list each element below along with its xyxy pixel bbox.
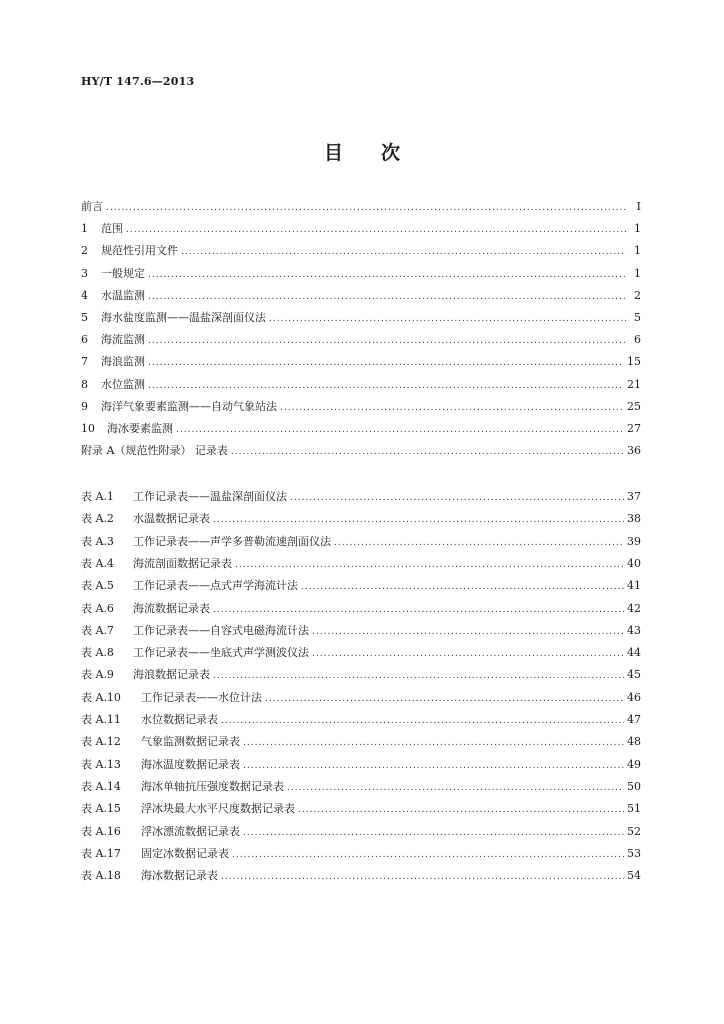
toc-entry-label: 海浪监测 [101,355,145,369]
toc-entry[interactable] [81,845,641,861]
toc-entry-page: I [636,200,641,213]
toc-entry-label: 工作记录表——点式声学海流计法 [133,579,298,593]
toc-leader-dots [301,581,624,593]
toc-entry-number: 表 A.14 [81,779,121,793]
toc-entry-page: 6 [634,333,641,347]
toc-entry-number: 8 [81,377,88,391]
toc-entry-page: 27 [627,422,641,435]
toc-leader-dots [181,246,626,258]
toc-leader-dots [232,849,624,861]
toc-entry[interactable] [81,398,641,414]
toc-entry-number: 5 [81,311,88,324]
toc-entry-page: 1 [634,266,641,280]
toc-entry-page: 39 [627,534,641,548]
toc-entry-number: 6 [81,333,88,347]
toc-entry-number: 3 [81,266,88,280]
toc-entry-label: 海浪数据记录表 [133,668,210,682]
toc-entry-label: 水温监测 [101,288,145,302]
toc-entry-number: 10 [81,422,95,435]
toc-entry[interactable] [81,867,641,883]
toc-entry-page: 52 [627,824,641,838]
toc-entry[interactable] [81,442,641,458]
toc-entry[interactable] [81,220,641,236]
toc-leader-dots [290,492,624,504]
toc-entry-number: 1 [81,222,88,236]
toc-entry-number: 表 A.17 [81,846,121,860]
toc-entry[interactable] [81,711,641,727]
toc-entry-label: 海流数据记录表 [133,601,210,615]
toc-entry-label: 工作记录表——水位计法 [141,690,262,704]
toc-leader-dots [265,693,624,705]
toc-entry-label: 工作记录表——坐底式声学测波仪法 [133,646,309,660]
toc-entry[interactable] [81,644,641,660]
toc-leader-dots [312,648,624,660]
toc-entry-page: 5 [634,311,641,324]
toc-entry[interactable] [81,666,641,682]
toc-entry-page: 2 [634,288,641,302]
toc-entry-number: 表 A.18 [81,869,121,883]
toc-entry-page: 51 [627,802,641,816]
toc-entry[interactable] [81,353,641,369]
toc-entry[interactable] [81,600,641,616]
toc-entry-label: 海洋气象要素监测——自动气象站法 [101,399,277,413]
toc-entry[interactable] [81,198,641,214]
toc-entry[interactable] [81,533,641,549]
toc-leader-dots [280,402,624,414]
toc-entry-page: 45 [627,668,641,682]
toc-entry-number: 表 A.4 [81,556,114,570]
toc-entry-number: 表 A.13 [81,757,121,771]
toc-entry-page: 47 [627,713,641,726]
toc-entry-number: 表 A.8 [81,646,114,660]
toc-leader-dots [221,871,624,883]
toc-entry-number: 表 A.16 [81,824,121,838]
toc-leader-dots [235,559,624,571]
toc-entry[interactable] [81,800,641,816]
toc-entry-label: 水温数据记录表 [133,512,210,526]
toc-leader-dots [213,514,624,526]
toc-entry-label: 一般规定 [101,266,145,280]
toc-entry-label: 海流剖面数据记录表 [133,556,232,570]
toc-entry-page: 21 [627,377,641,391]
toc-entry-page: 37 [627,490,641,503]
toc-entry[interactable] [81,778,641,794]
toc-entry-page: 1 [634,244,641,258]
toc-entry-page: 54 [627,869,641,883]
toc-entry-label: 浮冰漂流数据记录表 [141,824,240,838]
toc-entry-label: 固定冰数据记录表 [141,846,229,860]
toc-leader-dots [231,446,624,458]
toc-entry-number: 表 A.7 [81,623,114,637]
toc-entry-label: 海冰温度数据记录表 [141,757,240,771]
toc-entry-number: 表 A.2 [81,512,114,526]
toc-entry-page: 1 [634,222,641,236]
toc-entry-label: 海冰单轴抗压强度数据记录表 [141,779,284,793]
toc-entry-label: 海水盐度监测——温盐深剖面仪法 [101,311,266,324]
toc-entry-number: 表 A.15 [81,802,121,816]
toc-leader-dots [243,827,624,839]
toc-leader-dots [148,269,626,281]
toc-entry[interactable] [81,622,641,638]
page-title: 目次 [323,142,438,164]
toc-entry-page: 48 [627,735,641,749]
toc-entry-page: 42 [627,601,641,615]
toc-leader-dots [213,604,624,616]
toc-entry-page: 15 [627,355,641,369]
toc-leader-dots [213,670,624,682]
toc-entry-page: 44 [627,646,641,660]
toc-entry-label: 前言 [81,200,103,213]
toc-leader-dots [334,537,624,549]
toc-leader-dots [269,313,626,325]
toc-entry-label: 气象监测数据记录表 [141,735,240,749]
toc-entry-label: 海冰要素监测 [107,422,173,435]
toc-entry-page: 43 [627,623,641,637]
toc-entry-number: 表 A.6 [81,601,114,615]
toc-entry-label: 浮冰块最大水平尺度数据记录表 [141,802,295,816]
toc-entry-page: 25 [627,399,641,413]
toc-entry[interactable] [81,577,641,593]
toc-entry-number: 表 A.1 [81,490,114,503]
toc-entry-number: 2 [81,244,88,258]
toc-entry-number: 表 A.10 [81,690,121,704]
toc-leader-dots [176,424,624,436]
toc-leader-dots [148,380,624,392]
toc-entry-number: 表 A.3 [81,534,114,548]
toc-entry[interactable] [81,331,641,347]
document-code: HY/T 147.6—2013 [81,75,195,88]
toc-leader-dots [221,715,624,727]
toc-entry-page: 38 [627,512,641,526]
toc-entry-number: 表 A.9 [81,668,114,682]
toc-entry-number: 9 [81,399,88,413]
toc-leader-dots [148,291,626,303]
toc-entry-number: 表 A.12 [81,735,121,749]
toc-entry[interactable] [81,689,641,705]
toc-entry-label: 水位数据记录表 [141,713,218,726]
toc-entry-page: 36 [627,444,641,458]
toc-leader-dots [148,357,624,369]
toc-entry-label: 海冰数据记录表 [141,869,218,883]
toc-entry[interactable] [81,823,641,839]
toc-leader-dots [298,804,624,816]
toc-entry-page: 40 [627,556,641,570]
toc-leader-dots [312,626,624,638]
toc-entry[interactable] [81,488,641,504]
toc-entry-page: 49 [627,757,641,771]
toc-leader-dots [287,782,624,794]
toc-entry-label: 水位监测 [101,377,145,391]
toc-entry-label: 工作记录表——声学多普勒流速剖面仪法 [133,534,331,548]
toc-entry[interactable] [81,309,641,325]
toc-entry-page: 46 [627,690,641,704]
toc-leader-dots [243,737,624,749]
toc-entry-number: 7 [81,355,88,369]
toc-entry-page: 41 [627,579,641,593]
toc-entry[interactable] [81,555,641,571]
toc-entry-label: 工作记录表——温盐深剖面仪法 [133,490,287,503]
toc-entry[interactable] [81,510,641,526]
toc-entry[interactable] [81,756,641,772]
toc-entry-page: 50 [627,779,641,793]
toc-entry[interactable] [81,733,641,749]
toc-entry[interactable] [81,265,641,281]
toc-leader-dots [243,760,624,772]
toc-entry[interactable] [81,287,641,303]
toc-leader-dots [126,224,626,236]
toc-leader-dots [106,202,626,214]
toc-entry-label: 附录 A（规范性附录） 记录表 [81,444,228,458]
toc-entry-label: 海流监测 [101,333,145,347]
toc-entry[interactable] [81,242,641,258]
toc-entry[interactable] [81,420,641,436]
toc-entry-page: 53 [627,846,641,860]
toc-entry-number: 4 [81,288,88,302]
toc-leader-dots [148,335,626,347]
toc-entry-label: 工作记录表——自容式电磁海流计法 [133,623,309,637]
toc-entry-number: 表 A.11 [81,713,121,726]
toc-entry-number: 表 A.5 [81,579,114,593]
toc-entry-label: 范围 [101,222,123,236]
toc-entry[interactable] [81,376,641,392]
toc-entry-label: 规范性引用文件 [101,244,178,258]
